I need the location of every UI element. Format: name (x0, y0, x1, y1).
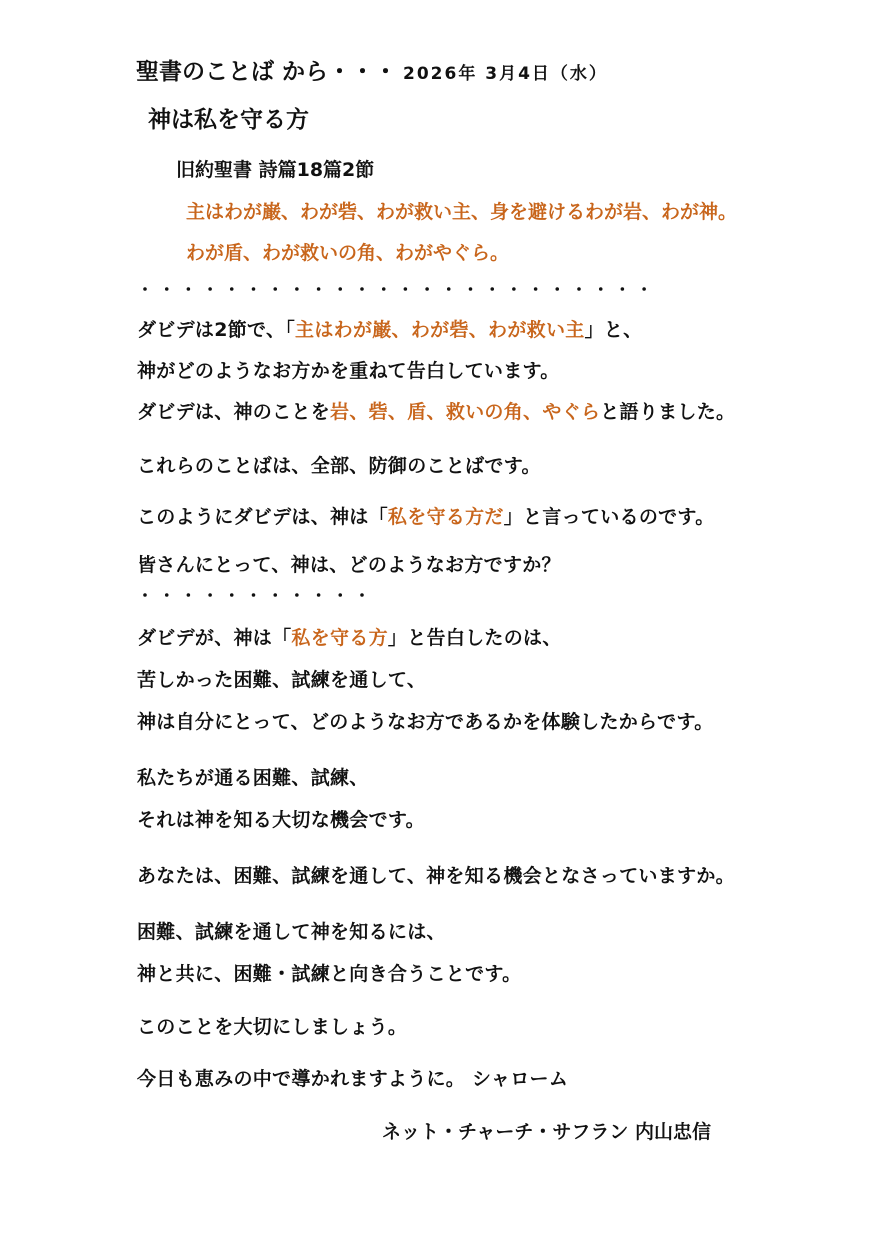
body-line-7 (137, 626, 562, 650)
body-line-5-post: 」と言っているのです。 (503, 506, 715, 528)
separator-dots-2: ・・・・・・・・・・・ (137, 586, 376, 605)
header-title: 聖書のことば から・・・ (136, 59, 398, 85)
body-line-16: 今日も恵みの中で導かれますように。 シャローム (137, 1068, 569, 1090)
body-line-8: 苦しかった困難、試練を通して、 (137, 669, 427, 691)
body-line-14: 神と共に、困難・試練と向き合うことです。 (137, 963, 522, 985)
body-line-3-post: と語りました。 (600, 401, 736, 423)
body-line-3-highlight: 岩、砦、盾、救いの角、やぐら (330, 401, 601, 423)
body-line-13: 困難、試練を通して神を知るには、 (137, 921, 446, 943)
body-line-5 (137, 505, 715, 529)
body-line-11: それは神を知る大切な機会です。 (137, 809, 425, 831)
body-line-5-highlight: 私を守る方だ (387, 506, 504, 528)
header (136, 58, 608, 88)
body-line-1 (137, 318, 642, 342)
body-line-12: あなたは、困難、試練を通して、神を知る機会となさっていますか。 (137, 865, 735, 887)
body-line-2: 神がどのようなお方かを重ねて告白しています。 (137, 360, 560, 382)
page-title: 神は私を守る方 (148, 107, 309, 133)
signature: ネット・チャーチ・サフラン 内山忠信 (382, 1121, 712, 1143)
body-line-10: 私たちが通る困難、試練、 (137, 767, 369, 789)
body-line-1-pre: ダビデは2節で、「 (137, 319, 296, 341)
body-line-7-pre: ダビデが、神は「 (137, 627, 292, 649)
body-line-3 (137, 400, 735, 424)
body-line-7-post: 」と告白したのは、 (387, 627, 562, 649)
body-line-4: これらのことばは、全部、防御のことばです。 (137, 455, 541, 477)
body-line-1-post: 」と、 (584, 319, 643, 341)
body-line-15: このことを大切にしましょう。 (137, 1016, 408, 1038)
body-line-7-highlight: 私を守る方 (291, 627, 388, 649)
body-line-3-pre: ダビデは、神のことを (137, 401, 331, 423)
body-line-5-pre: このようにダビデは、神は「 (137, 506, 388, 528)
body-line-1-highlight: 主はわが巌、わが砦、わが救い主 (295, 319, 585, 341)
verse-line-1: 主はわが巌、わが砦、わが救い主、身を避けるわが岩、わが神。 (186, 201, 738, 223)
separator-dots-1: ・・・・・・・・・・・・・・・・・・・・・・・・ (137, 280, 658, 299)
header-date: 2026年 3月4日（水） (403, 64, 608, 84)
verse-line-2: わが盾、わが救いの角、わがやぐら。 (186, 242, 510, 264)
body-line-9: 神は自分にとって、どのようなお方であるかを体験したからです。 (137, 711, 714, 733)
scripture-reference: 旧約聖書 詩篇18篇2節 (176, 159, 375, 181)
body-line-6: 皆さんにとって、神は、どのようなお方ですか？ (137, 554, 561, 576)
